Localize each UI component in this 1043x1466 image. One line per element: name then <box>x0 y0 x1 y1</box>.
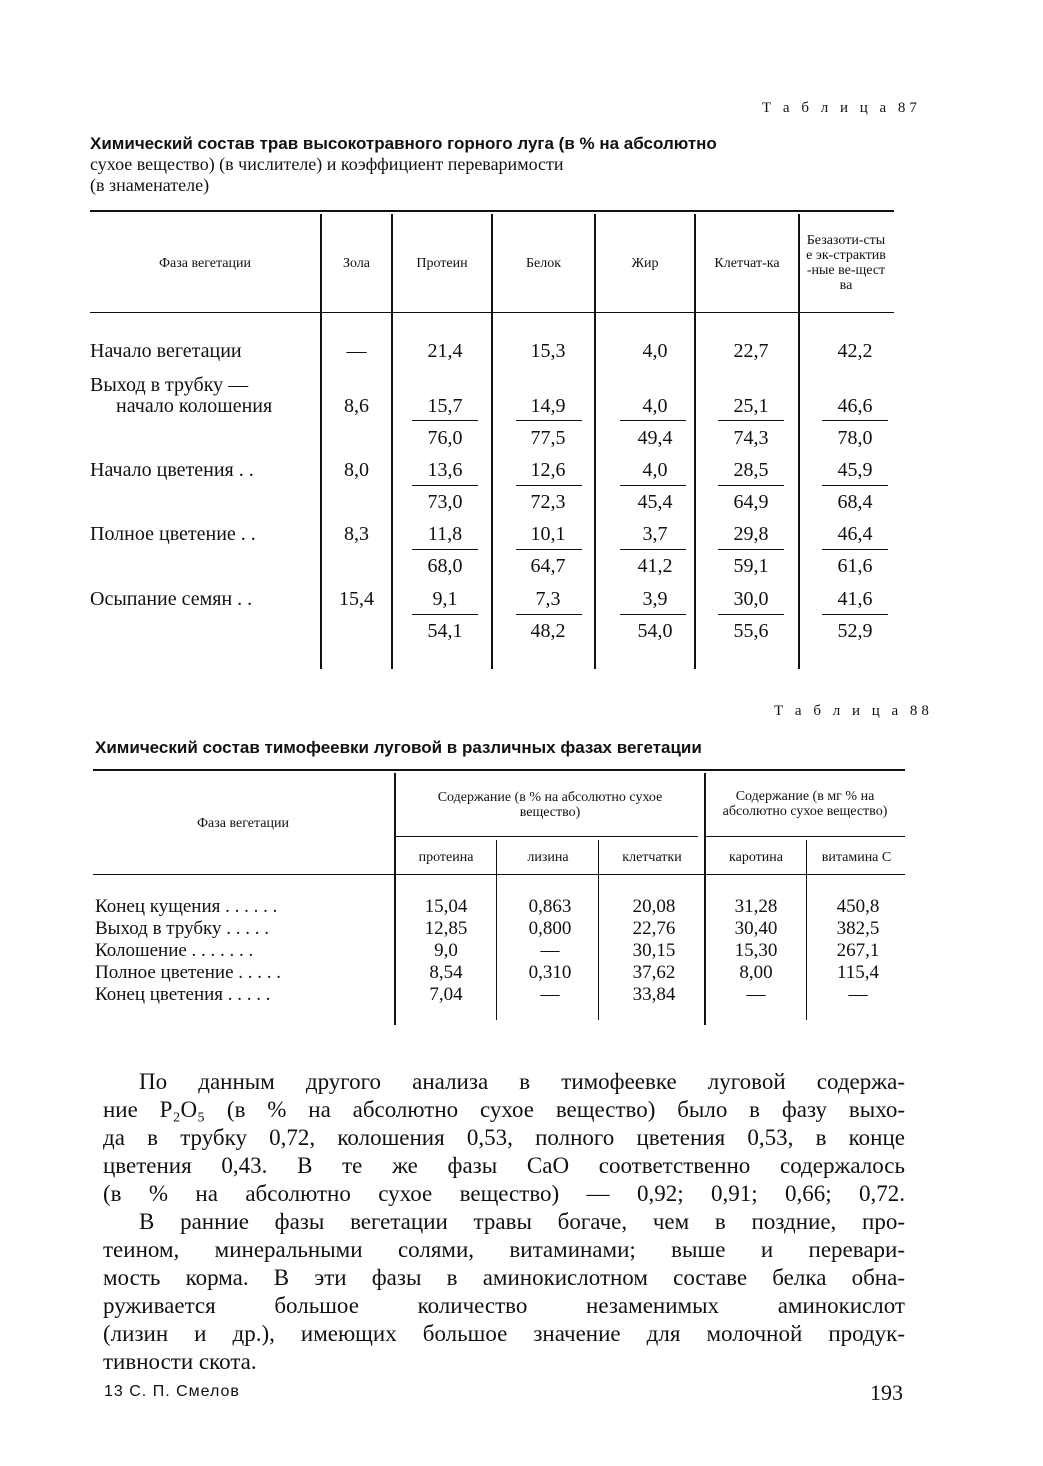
t87-row5-belok-num: 7,3 <box>535 588 561 610</box>
t88-row5-fiber: 33,84 <box>632 984 676 1005</box>
page-number: 193 <box>870 1380 903 1405</box>
t88-row1-carotene: 31,28 <box>734 896 778 917</box>
t87-row3-fat-den: 45,4 <box>637 491 673 513</box>
t87-row3-fiber-num: 28,5 <box>733 459 769 481</box>
t87-row2-belok-den: 77,5 <box>530 427 566 449</box>
p1-line1: По данным другого анализа в тимофеевке луговой содержа- <box>139 1069 905 1094</box>
t87-row3-ash: 8,0 <box>344 459 369 481</box>
footer-signature: 13 С. П. Смелов <box>104 1383 240 1400</box>
t88-row5-phase: Конец цветения . . . . . <box>95 984 271 1005</box>
table87-caption-line3: (в знаменателе) <box>90 175 210 195</box>
t87-row1-fat: 4,0 <box>642 340 668 362</box>
t87-row5-nfe-den: 52,9 <box>837 620 873 642</box>
t88-group-percent: Содержание (в % на абсолютно сухое вещество) <box>437 790 663 820</box>
t87-row3-fat-num: 4,0 <box>642 459 668 481</box>
t87-row4-ash: 8,3 <box>344 523 369 545</box>
t87-row5-belok-den: 48,2 <box>530 620 566 642</box>
t88-row3-lysine: — <box>540 940 560 961</box>
t87-row5-fat-num: 3,9 <box>642 588 668 610</box>
header-fiber: Клетчат-ка <box>714 255 780 271</box>
t87-row3-belok-den: 72,3 <box>530 491 566 513</box>
t87-row5-fat-den: 54,0 <box>637 620 673 642</box>
t87-row4-fiber-den: 59,1 <box>733 555 769 577</box>
t87-row4-fat-den: 41,2 <box>637 555 673 577</box>
t88-sub-lysine: лизина <box>527 849 569 865</box>
t87-row2-nfe-num: 46,6 <box>837 395 873 417</box>
t87-row4-phase: Полное цветение . . <box>90 523 256 545</box>
header-belok: Белок <box>525 255 562 271</box>
t87-row2-nfe-den: 78,0 <box>837 427 873 449</box>
p1-line5: (в % на абсолютно сухое вещество) — 0,92; 0,91; 0,66; 0,72. <box>103 1181 905 1206</box>
t88-row3-phase: Колошение . . . . . . . <box>95 940 254 961</box>
t88-sub-carotene: каротина <box>729 849 783 865</box>
t87-row5-fiber-den: 55,6 <box>733 620 769 642</box>
t87-row2-phase-line2: начало колошения <box>116 395 273 417</box>
t87-row4-nfe-num: 46,4 <box>837 523 873 545</box>
t87-row4-belok-den: 64,7 <box>530 555 566 577</box>
t87-row2-ash: 8,6 <box>344 395 369 417</box>
header-fat: Жир <box>631 255 659 271</box>
t88-row2-fiber: 22,76 <box>632 918 676 939</box>
t87-row2-protein-den: 76,0 <box>427 427 463 449</box>
t88-row2-vitc: 382,5 <box>836 918 880 939</box>
t87-row3-phase: Начало цветения . . <box>90 459 254 481</box>
t87-row1-phase: Начало вегетации <box>90 340 242 362</box>
header-nfe: Безазоти-стые эк-страктив-ные ве-щества <box>806 233 886 293</box>
t87-row2-fat-den: 49,4 <box>637 427 673 449</box>
t87-row2-fiber-num: 25,1 <box>733 395 769 417</box>
t87-row5-nfe-num: 41,6 <box>837 588 873 610</box>
t87-row4-nfe-den: 61,6 <box>837 555 873 577</box>
t88-row1-fiber: 20,08 <box>632 896 676 917</box>
t87-row4-protein-den: 68,0 <box>427 555 463 577</box>
t88-row1-vitc: 450,8 <box>836 896 880 917</box>
t88-row1-phase: Конец кущения . . . . . . <box>95 896 278 917</box>
t87-row4-fat-num: 3,7 <box>642 523 668 545</box>
t87-row5-phase: Осыпание семян . . <box>90 588 253 610</box>
p2-line2: теином, минеральными солями, витаминами; выше и перевари- <box>103 1237 905 1262</box>
t87-row4-belok-num: 10,1 <box>530 523 566 545</box>
paragraph-1 <box>103 1068 905 1208</box>
p1-line4: цветения 0,43. В те же фазы CaO соответственно содержалось <box>103 1153 905 1178</box>
p1-line2: ние P₂O₅ (в % на абсолютно сухое вещество) было в фазу выхо- <box>103 1097 905 1122</box>
table88-label: Т а б л и ц а 88 <box>774 703 933 719</box>
t88-row3-fiber: 30,15 <box>632 940 676 961</box>
t88-row2-phase: Выход в трубку . . . . . <box>95 918 269 939</box>
t88-row5-vitc: — <box>848 984 868 1005</box>
t87-row1-nfe: 42,2 <box>837 340 873 362</box>
p1-line3: да в трубку 0,72, колошения 0,53, полного цветения 0,53, в конце <box>103 1125 905 1150</box>
table87-label: Т а б л и ц а 87 <box>762 100 921 116</box>
t88-row3-protein: 9,0 <box>434 940 458 961</box>
t87-row2-fiber-den: 74,3 <box>733 427 769 449</box>
t88-sub-protein: протеина <box>418 849 474 865</box>
t87-row1-fiber: 22,7 <box>733 340 769 362</box>
t87-row3-protein-den: 73,0 <box>427 491 463 513</box>
p2-line1: В ранние фазы вегетации травы богаче, чем в поздние, про- <box>139 1209 905 1234</box>
t87-row1-ash: — <box>346 340 367 362</box>
header-phase: Фаза вегетации <box>158 255 251 271</box>
t88-row5-protein: 7,04 <box>429 984 463 1005</box>
table88-caption: Химический состав тимофеевки луговой в различных фазах вегетации <box>95 738 702 757</box>
t88-row2-carotene: 30,40 <box>734 918 778 939</box>
t87-row5-ash: 15,4 <box>339 588 374 610</box>
t87-row1-protein: 21,4 <box>427 340 463 362</box>
p2-line3: мость корма. В эти фазы в аминокислотном составе белка обна- <box>103 1265 905 1290</box>
table87-caption-line1: Химический состав трав высокотравного горного луга (в % на абсолютно <box>90 134 717 153</box>
t88-row3-vitc: 267,1 <box>836 940 880 961</box>
t88-row4-vitc: 115,4 <box>836 962 880 983</box>
t88-sub-fiber: клетчатки <box>622 849 682 865</box>
t88-sub-vitc: витамина С <box>821 849 892 865</box>
t88-header-phase: Фаза вегетации <box>196 816 289 831</box>
t88-row5-lysine: — <box>540 984 560 1005</box>
t87-row5-fiber-num: 30,0 <box>733 588 769 610</box>
t87-row3-nfe-num: 45,9 <box>837 459 873 481</box>
t88-row4-lysine: 0,310 <box>528 962 572 983</box>
p2-line6: тивности скота. <box>103 1349 257 1374</box>
table87-caption-line2: сухое вещество) (в числителе) и коэффициент переваримости <box>90 154 564 174</box>
t87-row4-fiber-num: 29,8 <box>733 523 769 545</box>
t87-row3-protein-num: 13,6 <box>427 459 463 481</box>
t88-row1-lysine: 0,863 <box>528 896 572 917</box>
t87-row1-belok: 15,3 <box>530 340 566 362</box>
t88-row4-protein: 8,54 <box>429 962 463 983</box>
p2-line5: (лизин и др.), имеющих большое значение для молочной продук- <box>103 1321 905 1346</box>
t87-row3-belok-num: 12,6 <box>530 459 566 481</box>
t87-row2-phase-line1: Выход в трубку — <box>90 374 249 396</box>
t87-row3-fiber-den: 64,9 <box>733 491 769 513</box>
t88-row4-carotene: 8,00 <box>739 962 773 983</box>
t87-row5-protein-num: 9,1 <box>432 588 458 610</box>
header-ash: Зола <box>342 255 371 271</box>
t88-row2-protein: 12,85 <box>424 918 468 939</box>
t87-row5-protein-den: 54,1 <box>427 620 463 642</box>
t88-row3-carotene: 15,30 <box>734 940 778 961</box>
t88-row4-fiber: 37,62 <box>632 962 676 983</box>
header-protein: Протеин <box>416 255 468 271</box>
t88-group-mg: Содержание (в мг % на абсолютно сухое вещество) <box>722 789 888 819</box>
t87-row3-nfe-den: 68,4 <box>837 491 873 513</box>
t87-row4-protein-num: 11,8 <box>427 523 463 545</box>
t87-row2-belok-num: 14,9 <box>530 395 566 417</box>
paragraph-2 <box>103 1208 905 1376</box>
t88-row4-phase: Полное цветение . . . . . <box>95 962 282 983</box>
t88-row2-lysine: 0,800 <box>528 918 572 939</box>
table87-caption <box>90 133 890 196</box>
t87-row2-fat-num: 4,0 <box>642 395 668 417</box>
p2-line4: руживается большое количество незаменимых аминокислот <box>103 1293 905 1318</box>
t88-row5-carotene: — <box>746 984 766 1005</box>
t88-row1-protein: 15,04 <box>424 896 468 917</box>
t87-row2-protein-num: 15,7 <box>427 395 463 417</box>
